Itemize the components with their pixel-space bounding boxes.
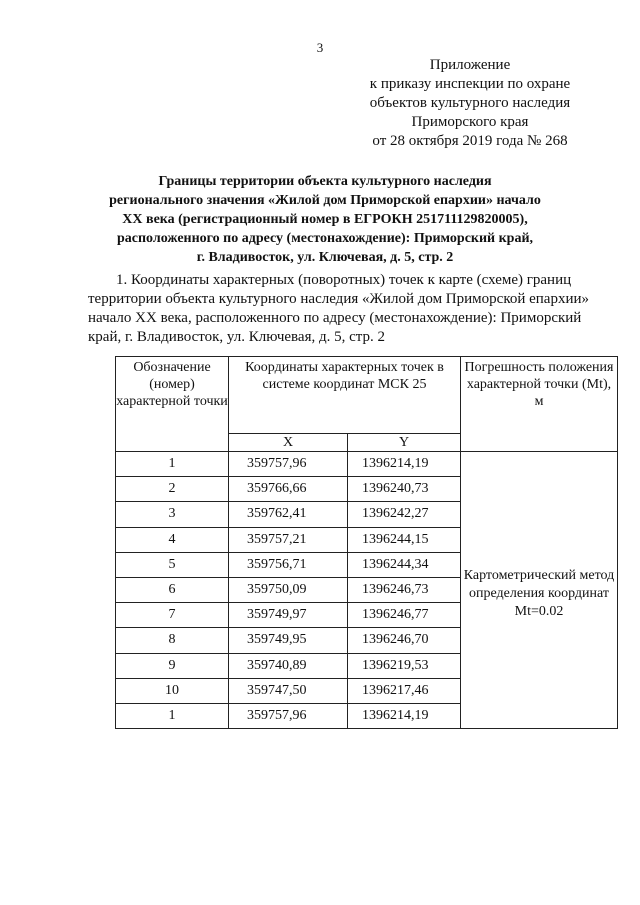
paragraph-line: начало ХХ века, расположенного по адресу (местонахождение): Приморский bbox=[88, 310, 582, 326]
coord-x: 359757,96 bbox=[229, 703, 348, 728]
coord-y: 1396244,34 bbox=[348, 552, 461, 577]
coord-x: 359762,41 bbox=[229, 502, 348, 527]
header-error: Погрешность положения характерной точки (Mt), м bbox=[461, 357, 618, 452]
coordinates-paragraph bbox=[88, 271, 590, 347]
appendix-line: Приложение bbox=[429, 57, 511, 73]
point-number: 4 bbox=[116, 527, 229, 552]
point-number: 1 bbox=[116, 452, 229, 477]
coord-x: 359750,09 bbox=[229, 577, 348, 602]
coord-x: 359747,50 bbox=[229, 678, 348, 703]
appendix-block bbox=[330, 56, 610, 151]
heading-line: расположенного по адресу (местонахождение): Приморский край, bbox=[116, 231, 534, 246]
coord-y: 1396244,15 bbox=[348, 527, 461, 552]
coord-y: 1396240,73 bbox=[348, 477, 461, 502]
appendix-line: к приказу инспекции по охране bbox=[369, 76, 571, 92]
paragraph-line: 1. Координаты характерных (поворотных) точек к карте (схеме) границ bbox=[116, 272, 572, 288]
coord-x: 359757,96 bbox=[229, 452, 348, 477]
coord-y: 1396219,53 bbox=[348, 653, 461, 678]
point-number: 3 bbox=[116, 502, 229, 527]
point-number: 6 bbox=[116, 577, 229, 602]
coordinates-table bbox=[115, 356, 618, 729]
coord-y: 1396217,46 bbox=[348, 678, 461, 703]
coord-x: 359749,97 bbox=[229, 603, 348, 628]
point-number: 8 bbox=[116, 628, 229, 653]
error-note: Картометрический метод определения координат Mt=0.02 bbox=[461, 452, 618, 729]
header-x: X bbox=[229, 434, 348, 452]
coord-x: 359749,95 bbox=[229, 628, 348, 653]
header-point-number: Обозначение (номер) характерной точки bbox=[116, 357, 229, 452]
coord-x: 359756,71 bbox=[229, 552, 348, 577]
coord-x: 359757,21 bbox=[229, 527, 348, 552]
coord-x: 359766,66 bbox=[229, 477, 348, 502]
coord-y: 1396246,77 bbox=[348, 603, 461, 628]
coord-y: 1396246,73 bbox=[348, 577, 461, 602]
appendix-line: объектов культурного наследия bbox=[369, 95, 571, 111]
coord-y: 1396214,19 bbox=[348, 452, 461, 477]
point-number: 10 bbox=[116, 678, 229, 703]
coord-x: 359740,89 bbox=[229, 653, 348, 678]
point-number: 5 bbox=[116, 552, 229, 577]
point-number: 9 bbox=[116, 653, 229, 678]
header-y: Y bbox=[348, 434, 461, 452]
paragraph-line: территории объекта культурного наследия «Жилой дом Приморской епархии» bbox=[88, 291, 590, 307]
paragraph-line: край, г. Владивосток, ул. Ключевая, д. 5, стр. 2 bbox=[88, 329, 386, 345]
appendix-line: Приморского края bbox=[411, 114, 529, 130]
heading-line: регионального значения «Жилой дом Приморской епархии» начало bbox=[109, 193, 541, 208]
appendix-line: от 28 октября 2019 года № 268 bbox=[372, 133, 568, 149]
point-number: 7 bbox=[116, 603, 229, 628]
header-coordinates: Координаты характерных точек в системе координат МСК 25 bbox=[229, 357, 461, 434]
page-number: 3 bbox=[316, 40, 324, 55]
point-number: 2 bbox=[116, 477, 229, 502]
coord-y: 1396242,27 bbox=[348, 502, 461, 527]
heading-line: Границы территории объекта культурного наследия bbox=[158, 174, 492, 189]
table-row bbox=[116, 452, 618, 477]
point-number: 1 bbox=[116, 703, 229, 728]
document-heading bbox=[90, 172, 560, 267]
coord-y: 1396214,19 bbox=[348, 703, 461, 728]
coord-y: 1396246,70 bbox=[348, 628, 461, 653]
heading-line: ХХ века (регистрационный номер в ЕГРОКН 251711129820005), bbox=[122, 212, 528, 227]
heading-line: г. Владивосток, ул. Ключевая, д. 5, стр. 2 bbox=[196, 250, 454, 265]
